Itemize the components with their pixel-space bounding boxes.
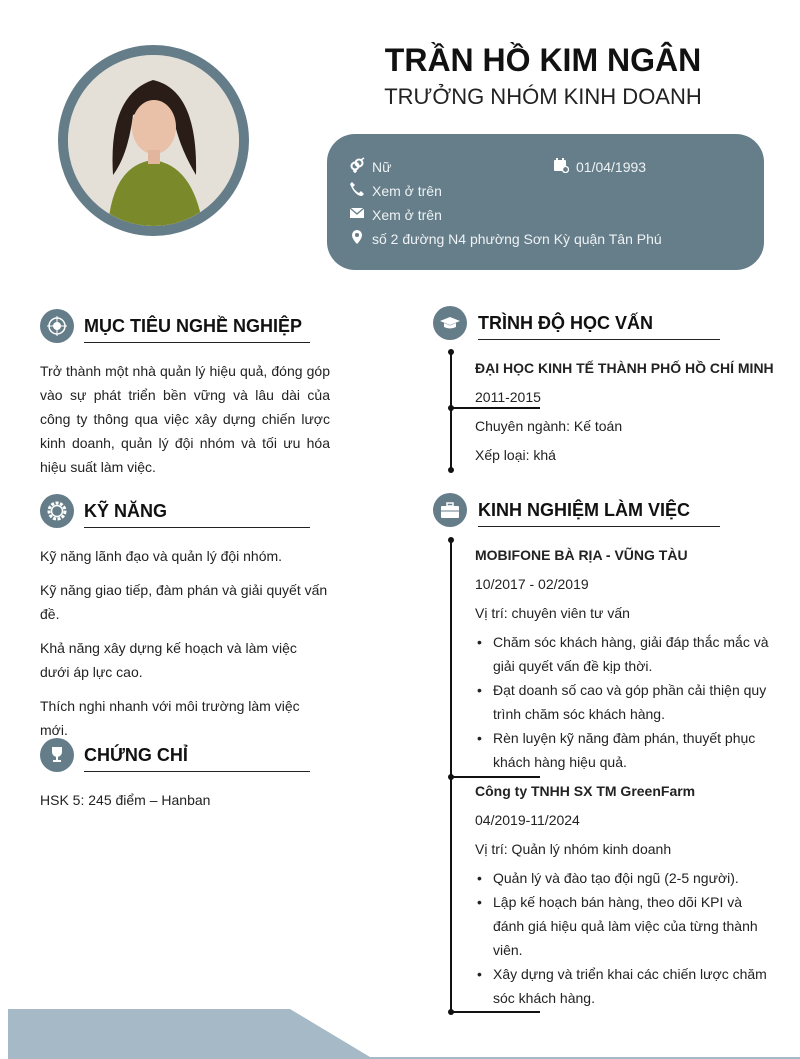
school-name: ĐẠI HỌC KINH TẾ THÀNH PHỐ HỒ CHÍ MINH bbox=[475, 360, 774, 376]
gear-icon bbox=[40, 494, 74, 528]
task-item: • Xây dựng và triển khai các chiến lược chăm sóc khách hàng. bbox=[475, 962, 770, 1010]
task-list bbox=[475, 866, 770, 1010]
birthday-row bbox=[553, 157, 646, 176]
calendar-icon bbox=[553, 157, 569, 176]
graduation-cap-icon bbox=[433, 306, 467, 340]
job-period: 04/2019-11/2024 bbox=[475, 812, 580, 828]
target-icon bbox=[40, 309, 74, 343]
experience-entry bbox=[475, 779, 770, 1010]
education-grade: Xếp loại: khá bbox=[475, 447, 556, 463]
experience-heading: KINH NGHIỆM LÀM VIỆC bbox=[478, 500, 720, 527]
phone-row bbox=[349, 181, 442, 200]
gender-icon bbox=[349, 157, 365, 176]
footer-decoration bbox=[0, 1000, 800, 1059]
gender-value: Nữ bbox=[372, 158, 392, 175]
experience-entry bbox=[475, 543, 770, 774]
skill-item: Khả năng xây dựng kế hoạch và làm việc dưới áp lực cao. bbox=[40, 640, 297, 680]
job-position: Vị trí: Quản lý nhóm kinh doanh bbox=[475, 841, 672, 857]
address-value: số 2 đường N4 phường Sơn Kỳ quận Tân Phú bbox=[372, 230, 662, 247]
timeline-divider bbox=[451, 776, 540, 778]
task-item: • Chăm sóc khách hàng, giải đáp thắc mắc và giải quyết vấn đề kịp thời. bbox=[475, 630, 770, 678]
certificate-item: HSK 5: 245 điểm – Hanban bbox=[40, 792, 211, 808]
task-item: • Lập kế hoạch bán hàng, theo dõi KPI và đánh giá hiệu quả làm việc của từng thành viên. bbox=[475, 890, 770, 962]
task-item: • Quản lý và đào tạo đội ngũ (2-5 người). bbox=[475, 866, 770, 890]
timeline-dot bbox=[448, 467, 454, 473]
timeline-dot bbox=[448, 349, 454, 355]
task-item: • Rèn luyện kỹ năng đàm phán, thuyết phục khách hàng hiệu quả. bbox=[475, 726, 770, 774]
phone-icon bbox=[349, 181, 365, 200]
skills-list bbox=[40, 544, 330, 742]
birthday-value: 01/04/1993 bbox=[576, 158, 647, 175]
objective-text: Trở thành một nhà quản lý hiệu quả, đóng góp vào sự phát triển bền vững và lâu dài của công ty thông qua việc xây dựng chiến lược kinh doanh, quản lý đội nhóm và tối ưu hóa hiệu suất làm việc. bbox=[40, 363, 330, 475]
education-entry bbox=[475, 356, 775, 467]
skill-item: Kỹ năng giao tiếp, đàm phán và giải quyết vấn đề. bbox=[40, 582, 328, 622]
timeline-dot bbox=[448, 537, 454, 543]
contact-info-box bbox=[327, 134, 764, 270]
timeline-line bbox=[450, 352, 452, 470]
skill-item: Kỹ năng lãnh đạo và quản lý đội nhóm. bbox=[40, 548, 283, 564]
skills-heading: KỸ NĂNG bbox=[84, 501, 310, 528]
company-name: MOBIFONE BÀ RỊA - VŨNG TÀU bbox=[475, 547, 688, 563]
company-name: Công ty TNHH SX TM GreenFarm bbox=[475, 783, 696, 799]
briefcase-icon bbox=[433, 493, 467, 527]
gender-row bbox=[349, 157, 391, 176]
profile-photo bbox=[58, 45, 249, 236]
objective-heading: MỤC TIÊU NGHỀ NGHIỆP bbox=[84, 316, 310, 343]
certificates-heading: CHỨNG CHỈ bbox=[84, 745, 310, 772]
skill-item: Thích nghi nhanh với môi trường làm việc mới. bbox=[40, 698, 300, 738]
phone-value: Xem ở trên bbox=[372, 182, 442, 199]
location-pin-icon bbox=[349, 229, 365, 248]
job-title: TRƯỞNG NHÓM KINH DOANH bbox=[384, 84, 702, 109]
education-major: Chuyên ngành: Kế toán bbox=[475, 418, 623, 434]
email-value: Xem ở trên bbox=[372, 206, 442, 223]
education-period: 2011-2015 bbox=[475, 389, 541, 405]
task-list bbox=[475, 630, 770, 774]
address-row bbox=[349, 229, 662, 248]
job-position: Vị trí: chuyên viên tư vấn bbox=[475, 605, 630, 621]
task-item: • Đạt doanh số cao và góp phần cải thiện quy trình chăm sóc khách hàng. bbox=[475, 678, 770, 726]
trophy-icon bbox=[40, 738, 74, 772]
job-period: 10/2017 - 02/2019 bbox=[475, 576, 589, 592]
education-heading: TRÌNH ĐỘ HỌC VẤN bbox=[478, 313, 720, 340]
email-icon bbox=[349, 205, 365, 224]
full-name: TRẦN HỒ KIM NGÂN bbox=[384, 42, 702, 78]
email-row bbox=[349, 205, 442, 224]
